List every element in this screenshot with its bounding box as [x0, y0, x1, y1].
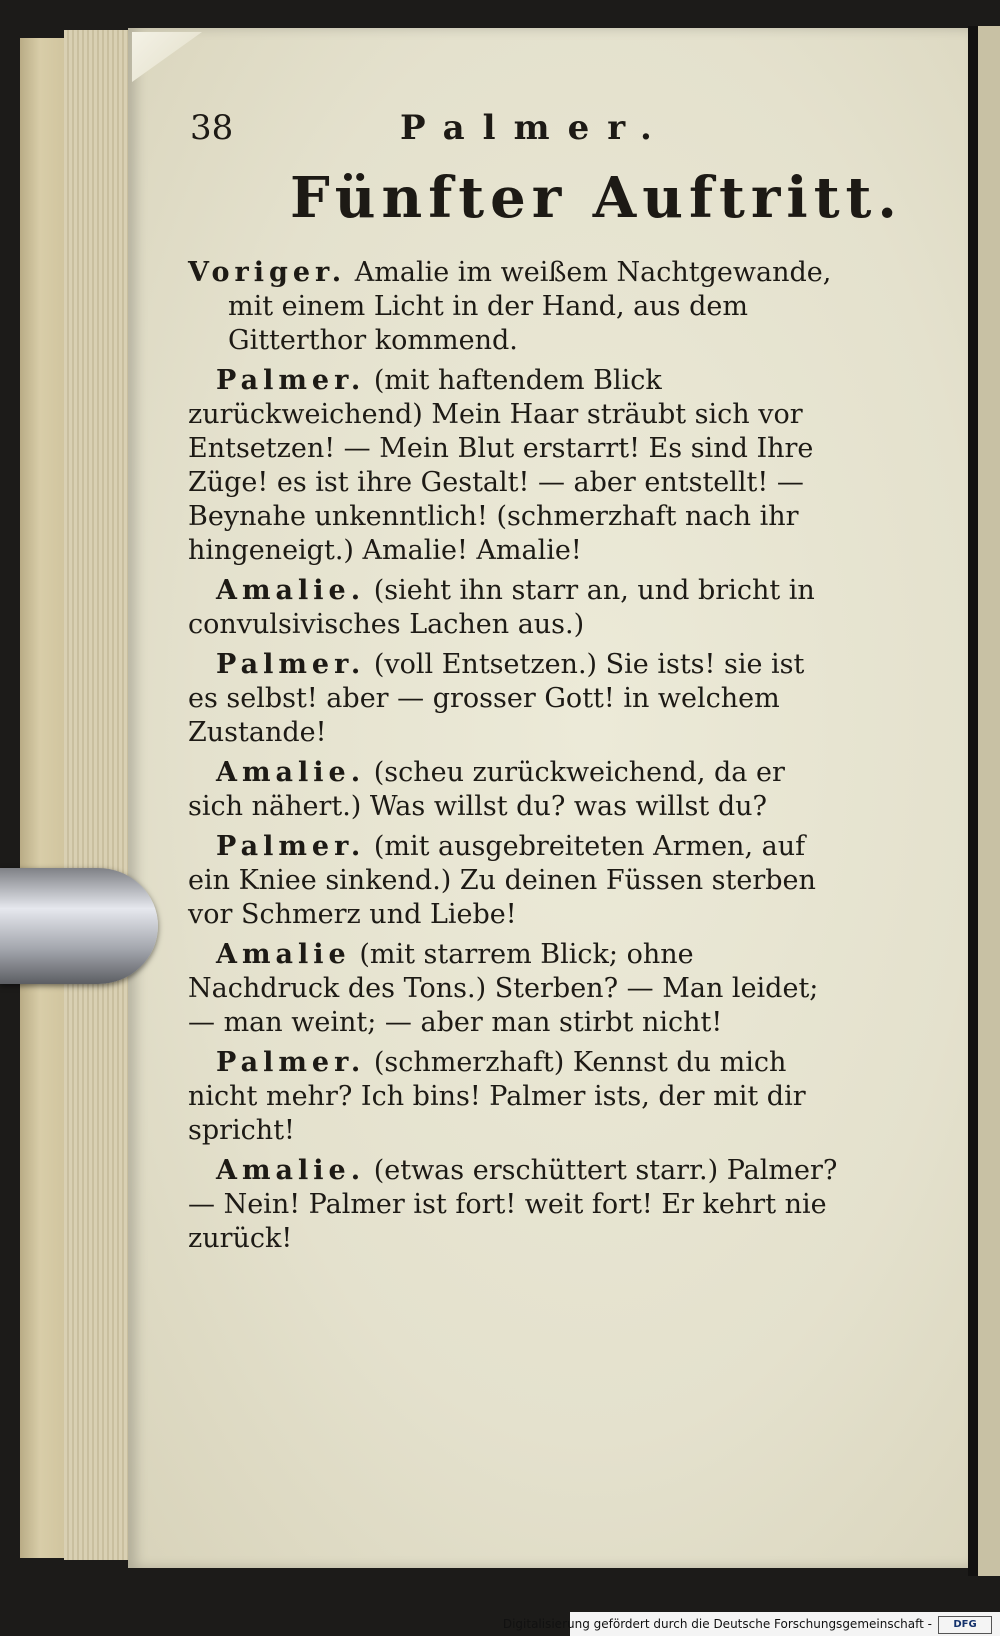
running-title: Palmer.	[400, 108, 670, 148]
paragraph-text: (mit ausgebreiteten Armen, auf ein Kniee sinkend.) Zu deinen Füssen sterben vor Schmerz und Liebe!	[188, 831, 816, 930]
paragraph-text: Amalie im weißem Nachtgewande, mit einem Licht in der Hand, aus dem Gitterthor kommend.	[228, 257, 832, 356]
speaker-name: Amalie	[216, 939, 351, 970]
paragraph-text: (mit haftendem Blick zurückweichend) Mein Haar sträubt sich vor Entsetzen! — Mein Blut erstarrt! Es sind Ihre Züge! es ist ihre Gestalt! — aber entstellt! — Beynahe unkenntlich! (schmerzhaft nach ihr hingeneigt.) Amalie! Amalie!	[188, 365, 814, 566]
digitization-footer	[502, 1612, 1000, 1636]
paragraph-text: (schmerzhaft) Kennst du mich nicht mehr? Ich bins! Palmer ists, der mit dir spricht!	[188, 1047, 806, 1146]
speaker-name: Amalie.	[216, 575, 366, 606]
dialogue-paragraph	[188, 1046, 838, 1148]
book-edge	[20, 38, 70, 1558]
page-holder-clip	[0, 868, 158, 984]
dialogue-paragraph	[188, 938, 838, 1040]
play-text	[188, 256, 838, 1262]
paragraph-text: (scheu zurückweichend, da er sich nähert.) Was willst du? was willst du?	[188, 757, 785, 822]
footer-text: Digitalisierung gefördert durch die Deutsche Forschungsgemeinschaft -	[502, 1617, 932, 1631]
dialogue-paragraph	[188, 648, 838, 750]
speaker-name: Amalie.	[216, 1155, 366, 1186]
paragraph-text: (etwas erschüttert starr.) Palmer? — Nein! Palmer ist fort! weit fort! Er kehrt nie zurück!	[188, 1155, 838, 1254]
page-number: 38	[190, 108, 234, 148]
speaker-name: Amalie.	[216, 757, 366, 788]
page-stack	[64, 30, 134, 1560]
gutter-shadow	[968, 26, 978, 1576]
scene-title: Fünfter Auftritt.	[290, 165, 903, 231]
dialogue-paragraph	[188, 830, 838, 932]
dialogue-paragraph	[188, 364, 838, 568]
speaker-name: Palmer.	[216, 649, 366, 680]
running-header	[190, 108, 910, 158]
dialogue-paragraph	[188, 756, 838, 824]
speaker-name: Palmer.	[216, 831, 366, 862]
dialogue-paragraph	[188, 574, 838, 642]
speaker-name: Palmer.	[216, 1047, 366, 1078]
dfg-logo: DFG	[938, 1616, 992, 1634]
paragraph-text: (sieht ihn starr an, und bricht in convulsivisches Lachen aus.)	[188, 575, 815, 640]
paragraph-text: (mit starrem Blick; ohne Nachdruck des Tons.) Sterben? — Man leidet; — man weint; — aber man stirbt nicht!	[188, 939, 819, 1038]
speaker-name: Voriger.	[188, 257, 347, 288]
stage-direction-paragraph	[188, 256, 838, 358]
dialogue-paragraph	[188, 1154, 838, 1256]
speaker-name: Palmer.	[216, 365, 366, 396]
paragraph-text: (voll Entsetzen.) Sie ists! sie ist es selbst! aber — grosser Gott! in welchem Zustande!	[188, 649, 805, 748]
